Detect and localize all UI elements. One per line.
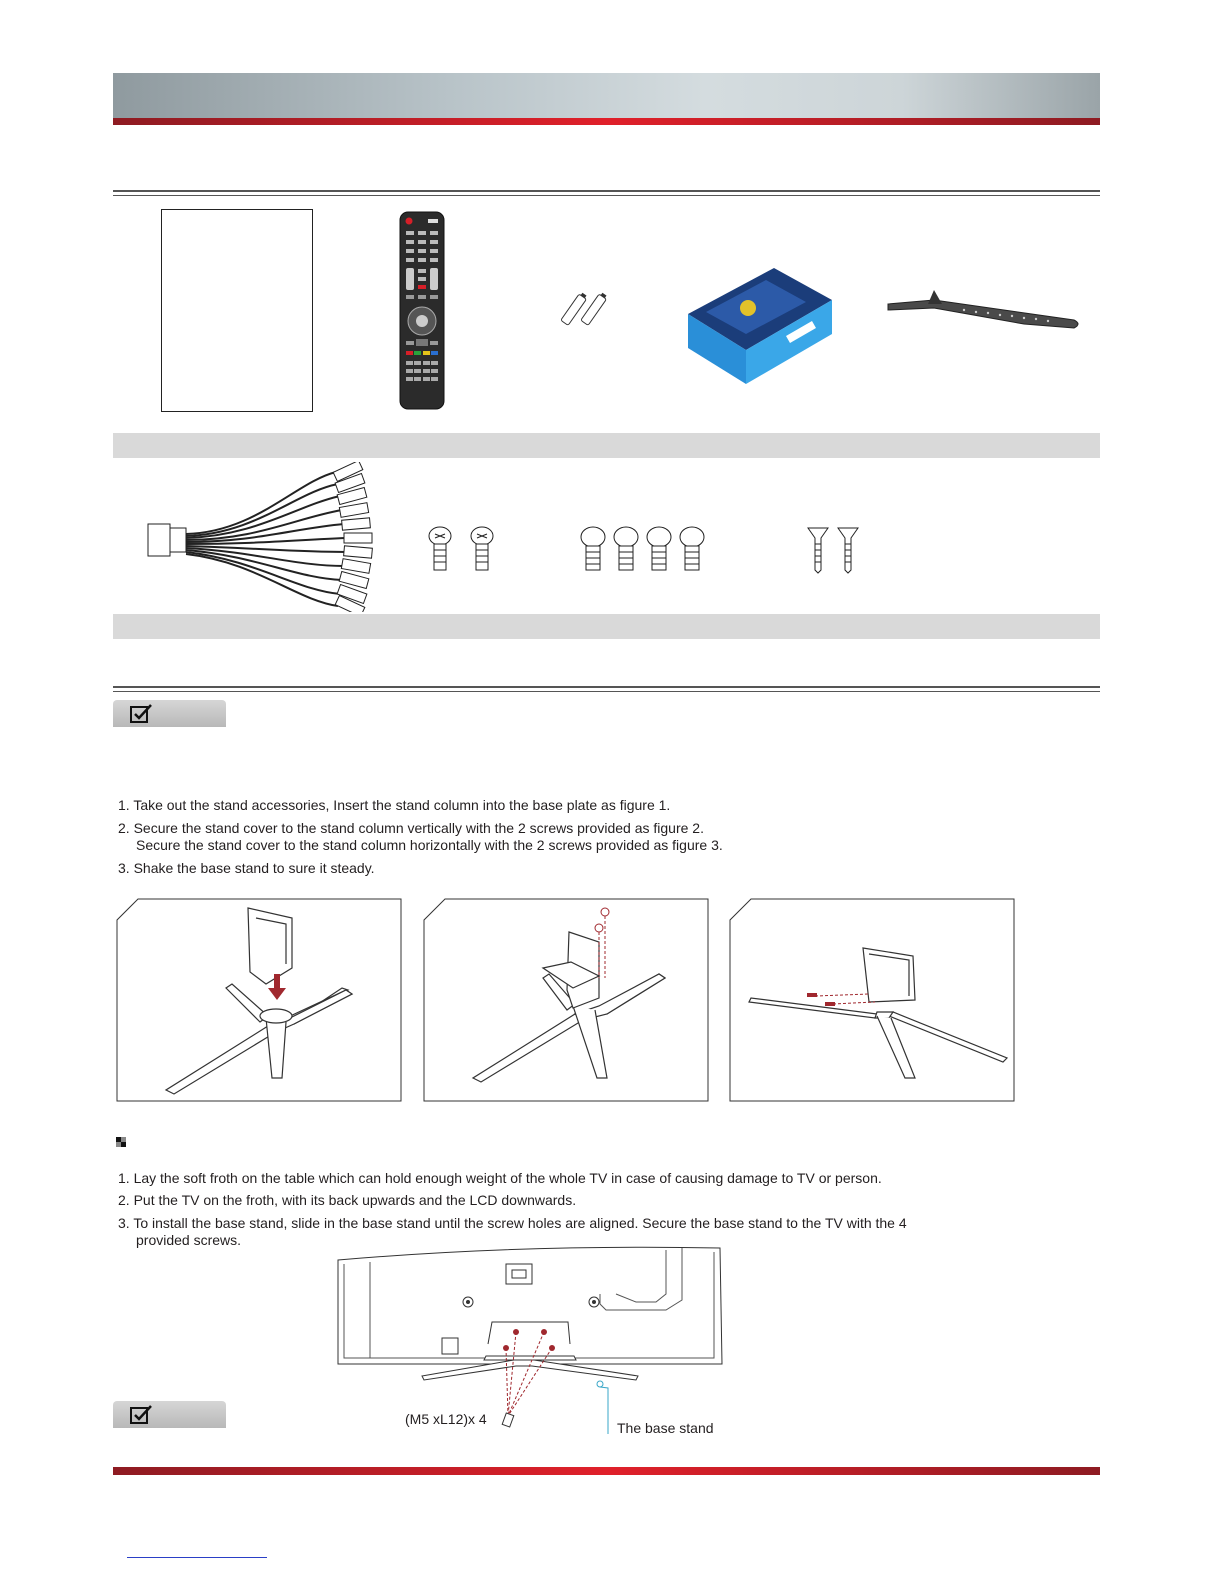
accessory-label-bar-2 [113,614,1100,639]
stand-step-1: 1. Take out the stand accessories, Insert the stand column into the base plate as figure 1. [118,797,671,813]
install-step-2: 2. Put the TV on the froth, with its back upwards and the LCD downwards. [118,1192,577,1208]
base-stand-label: The base stand [617,1420,714,1436]
batteries-image [554,290,614,326]
install-step-1: 1. Lay the soft froth on the table which can hold enough weight of the whole TV in case of causing damage to TV or person. [118,1170,882,1186]
remote-control-image [398,211,446,411]
footer-link-underline[interactable] [127,1557,267,1558]
stand-figure-3 [729,898,1015,1102]
note-check-icon [129,704,155,724]
stand-step-3: 3. Shake the base stand to sure it steady. [118,860,375,876]
note-tab [113,700,226,727]
header-band [113,73,1100,118]
section-rule-accessories [113,190,1100,196]
install-step-3b: provided screws. [136,1232,242,1248]
stand-step-2: 2. Secure the stand cover to the stand column vertically with the 2 screws provided as figure 2. [118,820,704,836]
section-bullet-icon [116,1137,126,1147]
stand-step-2b: Secure the stand cover to the stand column horizontally with the 2 screws provided as figure 3. [136,837,723,853]
install-step-3: 3. To install the base stand, slide in the base stand until the screw holes are aligned. Secure the base stand to the TV with the 4 [118,1215,907,1231]
stand-figure-1 [116,898,402,1102]
stand-figure-2 [423,898,709,1102]
section-rule-installation [113,686,1100,692]
note-tab-2 [113,1401,226,1428]
footer-red-rule [113,1467,1100,1475]
3d-glasses-box-image [686,264,834,386]
screws-4-image [580,526,708,572]
screws-2-short-image [428,526,498,572]
note-check-icon [129,1405,155,1425]
component-cable-image [146,462,378,612]
cable-strap-image [884,288,1084,334]
accessory-label-bar-1 [113,433,1100,458]
user-manual-image [161,209,313,412]
header-red-rule [113,118,1100,125]
tv-back-diagram [336,1244,726,1444]
screws-countersunk-image [806,524,864,574]
screw-spec-label: (M5 xL12)x 4 [405,1411,487,1427]
